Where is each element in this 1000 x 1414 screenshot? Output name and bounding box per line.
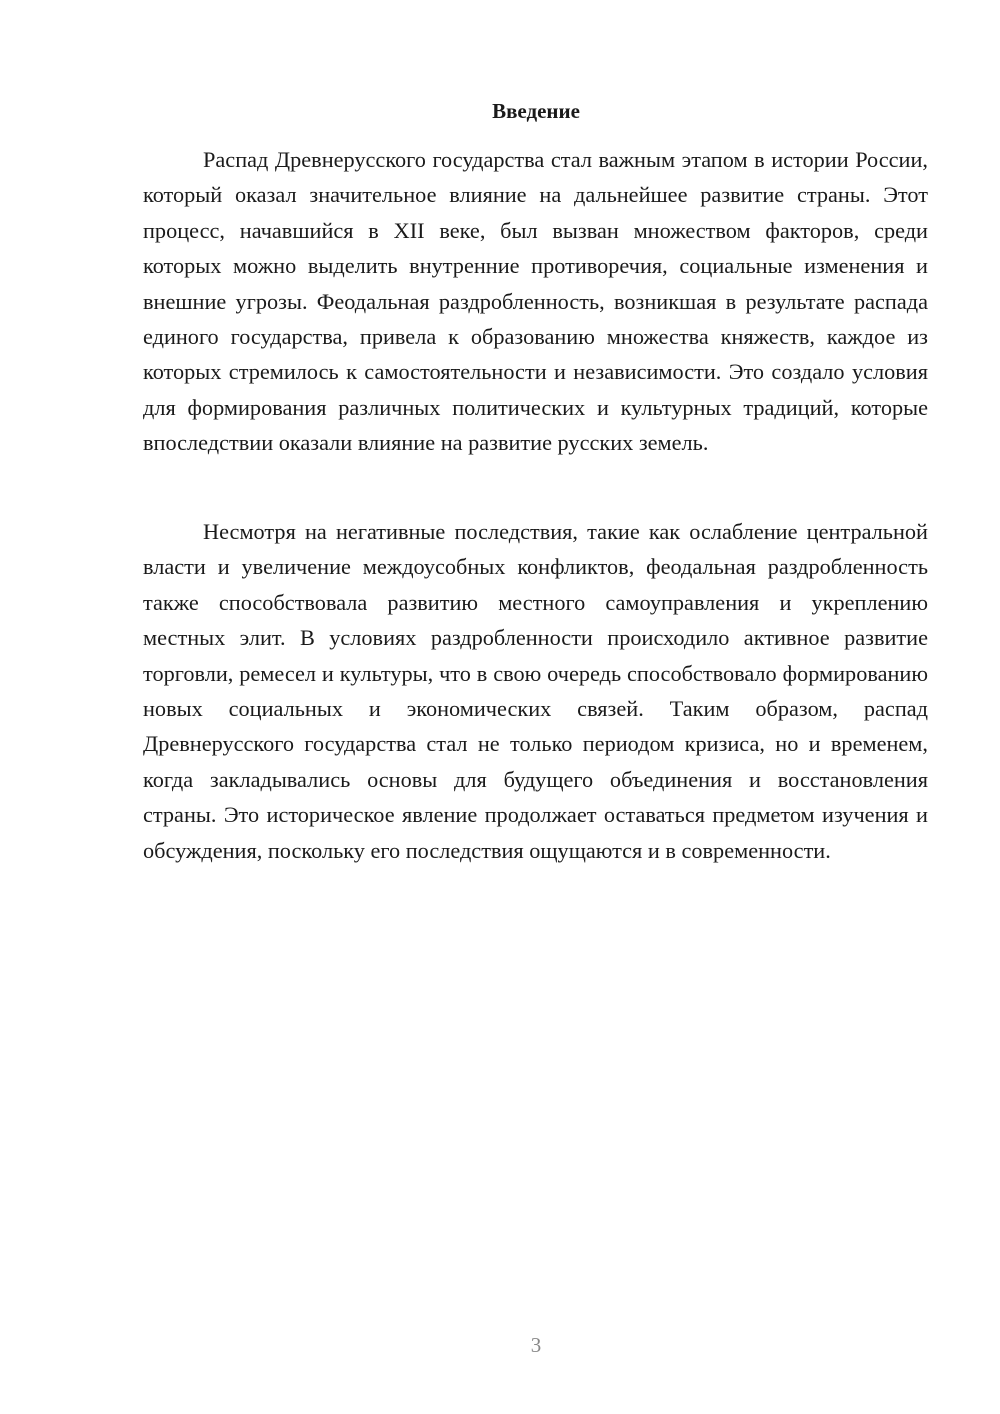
body-paragraph-1: Распад Древнерусского государства стал важным этапом в истории России, который оказал значительное влияние на дальнейшее развитие страны. Этот процесс, начавшийся в XII веке, был вызван множеством факторов, среди которых можно выделить внутренние противоречия, социальные изменения и внешние угрозы. Феодальная раздробленность, возникшая в результате распада единого государства, привела к образованию множества княжеств, каждое из которых стремилось к самостоятельности и независимости. Это создало условия для формирования различных политических и культурных традиций, которые впоследствии оказали влияние на развитие русских земель.: [143, 147, 928, 456]
page-number: 3: [530, 1333, 542, 1357]
body-paragraph-2: Несмотря на негативные последствия, такие как ослабление центральной власти и увеличение междоусобных конфликтов, феодальная раздробленность также способствовала развитию местного самоуправления и укреплению местных элит. В условиях раздробленности происходило активное развитие торговли, ремесел и культуры, что в свою очередь способствовало формированию новых социальных и экономических связей. Таким образом, распад Древнерусского государства стал не только периодом кризиса, но и временем, когда закладывались основы для будущего объединения и восстановления страны. Это историческое явление продолжает оставаться предметом изучения и обсуждения, поскольку его последствия ощущаются и в современности.: [143, 519, 928, 863]
section-title: Введение: [492, 99, 580, 123]
